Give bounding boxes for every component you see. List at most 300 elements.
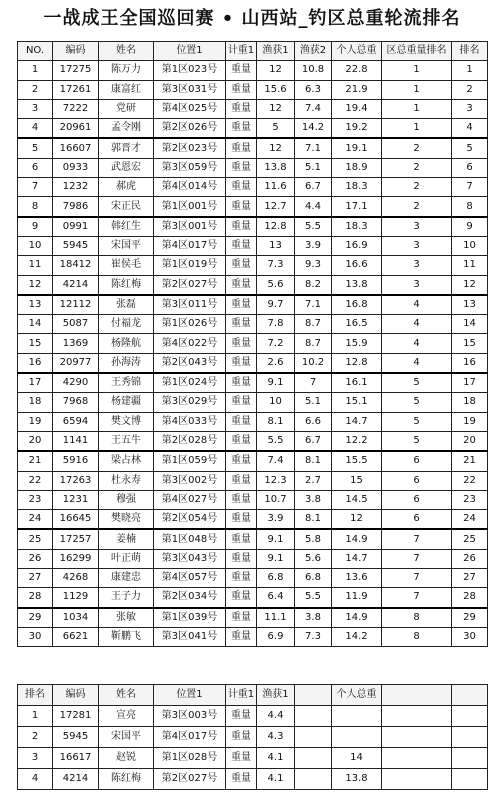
cell-weigh-type: 重量: [226, 588, 257, 608]
cell-catch-2: 3.9: [295, 236, 332, 255]
cell-rank: 15: [452, 334, 488, 353]
header-name: 姓名: [99, 685, 154, 706]
cell-no: 24: [18, 510, 53, 530]
cell-rank: 2: [18, 727, 53, 748]
cell-catch-2: 7.3: [295, 627, 332, 646]
cell-catch-2: 10.2: [295, 353, 332, 373]
cell-zone-rank: 4: [382, 334, 452, 353]
cell-catch-2: 6.7: [295, 431, 332, 451]
cell-personal-total: [332, 727, 382, 748]
cell-personal-total: 14.7: [332, 412, 382, 431]
table-row: [18, 295, 488, 315]
cell-position: 第1区024号: [154, 373, 226, 393]
cell-catch-1: 9.1: [257, 549, 295, 568]
cell-catch-1: 9.1: [257, 529, 295, 549]
cell-weigh-type: 重量: [226, 471, 257, 490]
cell-weigh-type: 重量: [226, 769, 257, 790]
cell-no: 30: [18, 627, 53, 646]
cell-position: 第3区002号: [154, 471, 226, 490]
cell-personal-total: 21.9: [332, 80, 382, 99]
cell-no: 22: [18, 471, 53, 490]
cell-no: 23: [18, 490, 53, 509]
cell-personal-total: 18.3: [332, 217, 382, 237]
cell-no: 4: [18, 119, 53, 139]
cell-weigh-type: 重量: [226, 608, 257, 628]
cell-personal-total: 19.4: [332, 99, 382, 118]
cell-personal-total: 22.8: [332, 61, 382, 80]
cell-catch-2: 2.7: [295, 471, 332, 490]
cell-weigh-type: 重量: [226, 99, 257, 118]
cell-code: 7968: [53, 393, 99, 412]
cell-no: 9: [18, 217, 53, 237]
cell-code: 20961: [53, 119, 99, 139]
cell-zone-rank: 3: [382, 217, 452, 237]
cell-blank-2: [382, 727, 452, 748]
header-code: 编码: [53, 42, 99, 61]
cell-code: 5945: [53, 236, 99, 255]
cell-no: 18: [18, 393, 53, 412]
cell-zone-rank: 6: [382, 451, 452, 471]
cell-position: 第4区022号: [154, 334, 226, 353]
cell-zone-rank: 5: [382, 393, 452, 412]
cell-no: 11: [18, 256, 53, 275]
cell-weigh-type: 重量: [226, 490, 257, 509]
cell-rank: 30: [452, 627, 488, 646]
cell-catch-2: 6.3: [295, 80, 332, 99]
cell-rank: 6: [452, 158, 488, 177]
cell-zone-rank: 7: [382, 588, 452, 608]
cell-position: 第1区023号: [154, 61, 226, 80]
cell-catch-1: 7.4: [257, 451, 295, 471]
cell-name: 王子力: [99, 588, 154, 608]
cell-rank: 29: [452, 608, 488, 628]
cell-zone-rank: 2: [382, 158, 452, 177]
cell-personal-total: 18.9: [332, 158, 382, 177]
cell-catch-2: 7: [295, 373, 332, 393]
cell-code: 17281: [53, 706, 99, 727]
cell-position: 第1区001号: [154, 197, 226, 217]
cell-zone-rank: 3: [382, 236, 452, 255]
table-row: [18, 197, 488, 217]
cell-name: 郭晋才: [99, 138, 154, 158]
cell-name: 孙海涛: [99, 353, 154, 373]
cell-position: 第1区026号: [154, 315, 226, 334]
cell-personal-total: 16.6: [332, 256, 382, 275]
table-header-row: [18, 42, 488, 61]
table-row: [18, 727, 488, 748]
cell-rank: 5: [452, 138, 488, 158]
cell-name: 梁占林: [99, 451, 154, 471]
cell-rank: 24: [452, 510, 488, 530]
cell-zone-rank: 4: [382, 315, 452, 334]
cell-rank: 28: [452, 588, 488, 608]
cell-catch-2: 6.8: [295, 569, 332, 588]
cell-catch-1: 11.6: [257, 178, 295, 197]
cell-position: 第2区027号: [154, 275, 226, 295]
cell-personal-total: 16.1: [332, 373, 382, 393]
cell-personal-total: 15.5: [332, 451, 382, 471]
cell-code: 6621: [53, 627, 99, 646]
cell-name: 樊晓亮: [99, 510, 154, 530]
header-name: 姓名: [99, 42, 154, 61]
table-row: [18, 373, 488, 393]
cell-position: 第3区029号: [154, 393, 226, 412]
cell-position: 第3区043号: [154, 549, 226, 568]
cell-zone-rank: 6: [382, 471, 452, 490]
cell-name: 叶正萌: [99, 549, 154, 568]
cell-zone-rank: 7: [382, 529, 452, 549]
cell-no: 3: [18, 99, 53, 118]
cell-code: 17263: [53, 471, 99, 490]
cell-rank: 3: [452, 99, 488, 118]
cell-name: 宣亮: [99, 706, 154, 727]
cell-name: 陈红梅: [99, 275, 154, 295]
table-row: [18, 608, 488, 628]
cell-weigh-type: 重量: [226, 256, 257, 275]
cell-weigh-type: 重量: [226, 178, 257, 197]
cell-weigh-type: 重量: [226, 80, 257, 99]
cell-name: 宋国平: [99, 236, 154, 255]
header-rank: 排名: [18, 685, 53, 706]
cell-no: 2: [18, 80, 53, 99]
cell-blank-3: [452, 769, 488, 790]
cell-no: 15: [18, 334, 53, 353]
cell-catch-1: 4.3: [257, 727, 295, 748]
cell-position: 第2区023号: [154, 138, 226, 158]
cell-name: 孟令刚: [99, 119, 154, 139]
cell-catch-1: 7.3: [257, 256, 295, 275]
cell-zone-rank: 1: [382, 119, 452, 139]
header-rank: 排名: [452, 42, 488, 61]
cell-catch-2: 5.8: [295, 529, 332, 549]
cell-weigh-type: 重量: [226, 412, 257, 431]
cell-no: 25: [18, 529, 53, 549]
cell-catch-2: 14.2: [295, 119, 332, 139]
cell-zone-rank: 5: [382, 431, 452, 451]
ranking-table: [17, 41, 488, 647]
table-row: [18, 627, 488, 646]
cell-personal-total: 12: [332, 510, 382, 530]
cell-catch-2: 6.6: [295, 412, 332, 431]
cell-name: 武恩宏: [99, 158, 154, 177]
cell-position: 第3区011号: [154, 295, 226, 315]
cell-weigh-type: 重量: [226, 510, 257, 530]
cell-no: 20: [18, 431, 53, 451]
header-blank-2: [382, 685, 452, 706]
header-blank-3: [452, 685, 488, 706]
table-row: [18, 138, 488, 158]
header-catch-1: 渔获1: [257, 42, 295, 61]
cell-no: 29: [18, 608, 53, 628]
cell-personal-total: 13.6: [332, 569, 382, 588]
cell-position: 第3区001号: [154, 217, 226, 237]
cell-blank-1: [295, 706, 332, 727]
cell-catch-2: 5.5: [295, 217, 332, 237]
cell-rank: 21: [452, 451, 488, 471]
cell-zone-rank: 7: [382, 569, 452, 588]
cell-personal-total: 14.5: [332, 490, 382, 509]
cell-personal-total: 12.2: [332, 431, 382, 451]
cell-code: 17275: [53, 61, 99, 80]
cell-rank: 3: [18, 748, 53, 769]
cell-no: 17: [18, 373, 53, 393]
cell-name: 樊文博: [99, 412, 154, 431]
cell-catch-2: 4.4: [295, 197, 332, 217]
cell-name: 宋正民: [99, 197, 154, 217]
header-catch-1: 渔获1: [257, 685, 295, 706]
cell-position: 第1区059号: [154, 451, 226, 471]
header-blank-1: [295, 685, 332, 706]
cell-name: 韩红生: [99, 217, 154, 237]
cell-catch-1: 6.9: [257, 627, 295, 646]
cell-personal-total: 11.9: [332, 588, 382, 608]
cell-rank: 9: [452, 217, 488, 237]
header-weigh-type: 计重1: [226, 685, 257, 706]
cell-no: 12: [18, 275, 53, 295]
cell-catch-1: 12: [257, 99, 295, 118]
table-row: [18, 748, 488, 769]
cell-weigh-type: 重量: [226, 197, 257, 217]
cell-rank: 22: [452, 471, 488, 490]
cell-catch-2: 7.4: [295, 99, 332, 118]
cell-code: 0933: [53, 158, 99, 177]
cell-no: 6: [18, 158, 53, 177]
cell-personal-total: 15.9: [332, 334, 382, 353]
table-row: [18, 569, 488, 588]
cell-zone-rank: 2: [382, 138, 452, 158]
cell-catch-1: 12.7: [257, 197, 295, 217]
cell-zone-rank: 3: [382, 256, 452, 275]
cell-name: 杨隆航: [99, 334, 154, 353]
cell-zone-rank: 5: [382, 373, 452, 393]
cell-catch-2: 10.8: [295, 61, 332, 80]
table-row: [18, 275, 488, 295]
table-row: [18, 119, 488, 139]
cell-code: 12112: [53, 295, 99, 315]
cell-rank: 18: [452, 393, 488, 412]
cell-weigh-type: 重量: [226, 431, 257, 451]
cell-blank-2: [382, 706, 452, 727]
cell-rank: 2: [452, 80, 488, 99]
cell-code: 16617: [53, 748, 99, 769]
cell-weigh-type: 重量: [226, 275, 257, 295]
cell-weigh-type: 重量: [226, 451, 257, 471]
table-row: [18, 256, 488, 275]
cell-rank: 8: [452, 197, 488, 217]
page-title: 一战成王全国巡回赛 • 山西站_钓区总重轮流排名: [43, 8, 461, 29]
cell-catch-1: 5.5: [257, 431, 295, 451]
cell-catch-1: 4.4: [257, 706, 295, 727]
cell-personal-total: 14.7: [332, 549, 382, 568]
cell-catch-1: 12: [257, 138, 295, 158]
cell-name: 付福龙: [99, 315, 154, 334]
cell-personal-total: 15.1: [332, 393, 382, 412]
cell-code: 4268: [53, 569, 99, 588]
cell-name: 康建忠: [99, 569, 154, 588]
cell-code: 17257: [53, 529, 99, 549]
cell-rank: 20: [452, 431, 488, 451]
cell-catch-2: 3.8: [295, 608, 332, 628]
cell-catch-2: 5.6: [295, 549, 332, 568]
cell-rank: 25: [452, 529, 488, 549]
cell-no: 7: [18, 178, 53, 197]
cell-personal-total: 12.8: [332, 353, 382, 373]
cell-position: 第4区017号: [154, 727, 226, 748]
table-row: [18, 334, 488, 353]
cell-catch-1: 13.8: [257, 158, 295, 177]
cell-personal-total: [332, 706, 382, 727]
table-row: [18, 99, 488, 118]
cell-name: 杨建疆: [99, 393, 154, 412]
cell-code: 16645: [53, 510, 99, 530]
header-position: 位置1: [154, 42, 226, 61]
cell-catch-1: 11.1: [257, 608, 295, 628]
cell-weigh-type: 重量: [226, 373, 257, 393]
cell-personal-total: 14.9: [332, 529, 382, 549]
cell-weigh-type: 重量: [226, 158, 257, 177]
cell-position: 第4区057号: [154, 569, 226, 588]
cell-blank-3: [452, 727, 488, 748]
cell-weigh-type: 重量: [226, 627, 257, 646]
cell-name: 穆强: [99, 490, 154, 509]
header-position: 位置1: [154, 685, 226, 706]
cell-position: 第2区026号: [154, 119, 226, 139]
cell-weigh-type: 重量: [226, 217, 257, 237]
cell-code: 7222: [53, 99, 99, 118]
table-row: [18, 510, 488, 530]
cell-catch-2: 5.5: [295, 588, 332, 608]
cell-catch-1: 7.2: [257, 334, 295, 353]
cell-weigh-type: 重量: [226, 315, 257, 334]
cell-code: 4214: [53, 769, 99, 790]
table-row: [18, 236, 488, 255]
cell-personal-total: 18.3: [332, 178, 382, 197]
cell-weigh-type: 重量: [226, 138, 257, 158]
cell-name: 王五牛: [99, 431, 154, 451]
header-catch-2: 渔获2: [295, 42, 332, 61]
cell-position: 第2区034号: [154, 588, 226, 608]
table-row: [18, 217, 488, 237]
cell-position: 第1区028号: [154, 748, 226, 769]
cell-code: 1141: [53, 431, 99, 451]
table-row: [18, 61, 488, 80]
cell-personal-total: 16.5: [332, 315, 382, 334]
table-row: [18, 353, 488, 373]
cell-name: 张敏: [99, 608, 154, 628]
cell-weigh-type: 重量: [226, 295, 257, 315]
cell-catch-1: 6.8: [257, 569, 295, 588]
table-row: [18, 412, 488, 431]
cell-name: 陈万力: [99, 61, 154, 80]
cell-personal-total: 16.8: [332, 295, 382, 315]
cell-catch-1: 10: [257, 393, 295, 412]
cell-catch-1: 5.6: [257, 275, 295, 295]
cell-rank: 13: [452, 295, 488, 315]
cell-code: 1369: [53, 334, 99, 353]
cell-blank-2: [382, 769, 452, 790]
table-row: [18, 490, 488, 509]
cell-no: 8: [18, 197, 53, 217]
cell-rank: 16: [452, 353, 488, 373]
cell-position: 第2区028号: [154, 431, 226, 451]
cell-weigh-type: 重量: [226, 727, 257, 748]
cell-personal-total: 19.2: [332, 119, 382, 139]
cell-rank: 10: [452, 236, 488, 255]
cell-personal-total: 16.9: [332, 236, 382, 255]
cell-catch-1: 13: [257, 236, 295, 255]
cell-name: 姜楠: [99, 529, 154, 549]
cell-code: 1129: [53, 588, 99, 608]
cell-catch-1: 15.6: [257, 80, 295, 99]
cell-personal-total: 19.1: [332, 138, 382, 158]
cell-code: 7986: [53, 197, 99, 217]
table-row: [18, 178, 488, 197]
cell-zone-rank: 4: [382, 295, 452, 315]
cell-no: 1: [18, 61, 53, 80]
cell-position: 第4区033号: [154, 412, 226, 431]
cell-zone-rank: 4: [382, 353, 452, 373]
cell-no: 19: [18, 412, 53, 431]
cell-zone-rank: 6: [382, 510, 452, 530]
cell-name: 赵锐: [99, 748, 154, 769]
cell-code: 1034: [53, 608, 99, 628]
cell-weigh-type: 重量: [226, 748, 257, 769]
cell-rank: 11: [452, 256, 488, 275]
cell-zone-rank: 8: [382, 627, 452, 646]
cell-position: 第1区048号: [154, 529, 226, 549]
cell-personal-total: 13.8: [332, 275, 382, 295]
cell-weigh-type: 重量: [226, 61, 257, 80]
cell-position: 第3区041号: [154, 627, 226, 646]
cell-rank: 12: [452, 275, 488, 295]
cell-position: 第2区027号: [154, 769, 226, 790]
cell-weigh-type: 重量: [226, 529, 257, 549]
cell-zone-rank: 2: [382, 178, 452, 197]
cell-rank: 7: [452, 178, 488, 197]
cell-catch-1: 7.8: [257, 315, 295, 334]
cell-catch-2: 8.1: [295, 451, 332, 471]
cell-position: 第3区059号: [154, 158, 226, 177]
cell-rank: 4: [452, 119, 488, 139]
cell-code: 16299: [53, 549, 99, 568]
header-zone-rank: 区总重量排名: [382, 42, 452, 61]
table-row: [18, 315, 488, 334]
cell-no: 27: [18, 569, 53, 588]
cell-catch-1: 5: [257, 119, 295, 139]
cell-catch-2: 7.1: [295, 138, 332, 158]
cell-rank: 4: [18, 769, 53, 790]
cell-position: 第3区031号: [154, 80, 226, 99]
cell-catch-1: 10.7: [257, 490, 295, 509]
cell-code: 1232: [53, 178, 99, 197]
cell-zone-rank: 7: [382, 549, 452, 568]
cell-catch-1: 2.6: [257, 353, 295, 373]
cell-catch-2: 6.7: [295, 178, 332, 197]
cell-position: 第4区027号: [154, 490, 226, 509]
cell-position: 第4区025号: [154, 99, 226, 118]
cell-catch-2: 7.1: [295, 295, 332, 315]
cell-catch-2: 5.1: [295, 393, 332, 412]
table-row: [18, 80, 488, 99]
cell-zone-rank: 1: [382, 99, 452, 118]
cell-rank: 19: [452, 412, 488, 431]
cell-rank: 27: [452, 569, 488, 588]
cell-position: 第2区054号: [154, 510, 226, 530]
cell-code: 6594: [53, 412, 99, 431]
cell-personal-total: 14.9: [332, 608, 382, 628]
cell-zone-rank: 3: [382, 275, 452, 295]
cell-no: 13: [18, 295, 53, 315]
